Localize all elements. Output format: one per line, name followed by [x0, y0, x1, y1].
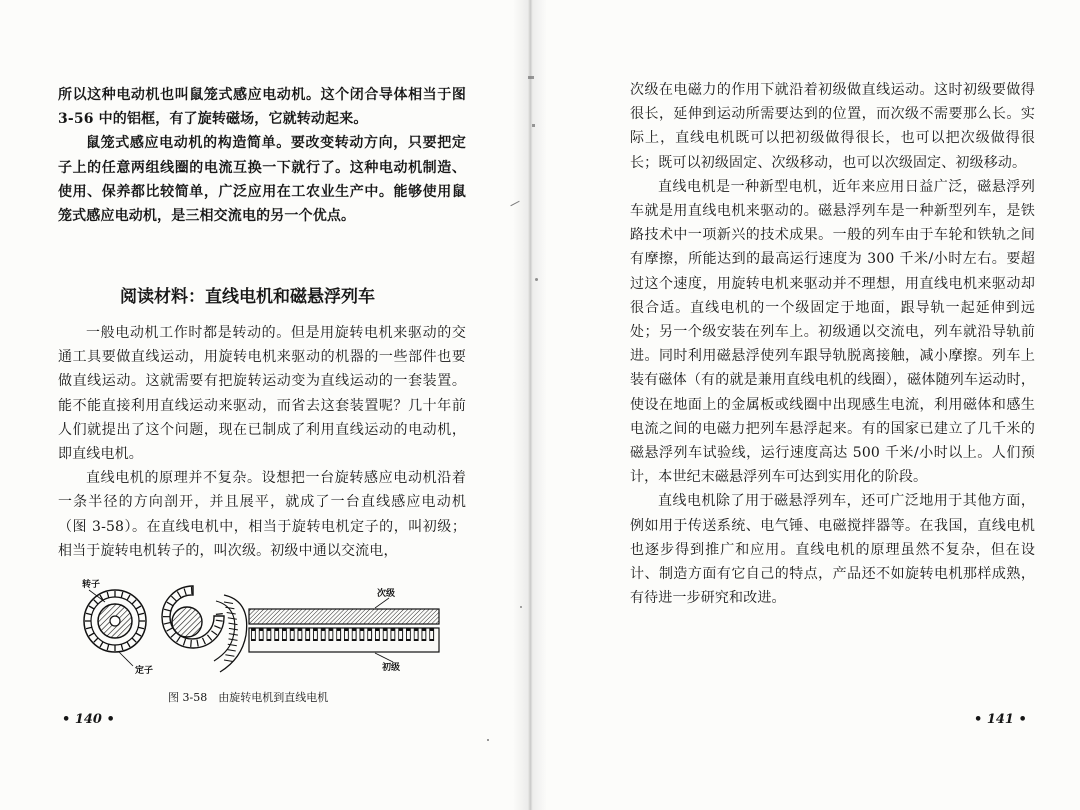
opened-stator-slot-line [207, 635, 211, 641]
curved-slot-line [224, 602, 233, 604]
linear-coil-gap [368, 631, 371, 639]
right-paragraph-1: 次级在电磁力的作用下就沿着初级做直线运动。这时初级要做得很长，延伸到运动所需要达到的位置，而次级不需要那么长。实际上，直线电机既可以把初级做得很长，也可以把次级做得很长；既可以初级固定、次级移动，也可以次级固定、初级移动。 [630, 82, 1035, 171]
left-intro-paragraph-1: 所以这种电动机也叫鼠笼式感应电动机。这个闭合导体相当于图 3-56 中的铝框，有了旋转磁场，它就转动起来。 [58, 87, 466, 128]
reading-paragraph-2: 直线电机的原理并不复杂。设想把一台旋转感应电动机沿着一条半径的方向剖开，并且展平，就成了一台直线感应电动机（图 3-58）。在直线电机中，相当于旋转电机定子的，叫初级；相当于旋转电机转子的，叫次级。初级中通以交流电， [58, 470, 466, 559]
stator-slot-line [86, 613, 92, 615]
right-page [540, 0, 1080, 810]
curved-slot-line [225, 655, 234, 657]
linear-coil-gap [322, 631, 325, 639]
stator-slot-line [132, 600, 136, 604]
stator-slot-line [136, 606, 141, 609]
linear-coil-gap [407, 631, 410, 639]
stator-slot-line [132, 638, 136, 642]
curved-secondary-outline [214, 601, 235, 661]
right-paragraph-2: 直线电机是一种新型电机，近年来应用日益广泛，磁悬浮列车就是用直线电机来驱动的。磁悬浮列车是一种新型列车，是铁路技术中一项新兴的技术成果。一般的列车由于车轮和铁轨之间有摩擦，所能达到的最高运行速度为 300 千米/小时左右。要超过这个速度，用旋转电机来驱动并不理想，用直线电机来驱动却很合适。直线电机的一个级固定于地面，跟导轨一起延伸到远处；另一个级安装在列车上。初级通以交流电，列车就沿导轨前进。同时利用磁悬浮使列车跟导轨脱离接触，减小摩擦。列车上装有磁体（有的就是兼用直线电机的线圈），磁体随列车运动时，使设在地面上的金属板或线圈中出现感生电流，利用磁体和感生电流之间的电磁力把列车悬浮起来。有的国家已建立了几千米的磁悬浮列车试验线，运行速度高达 500 千米/小时以上。人们预计，本世纪末磁悬浮列车可达到实用化的阶段。 [630, 178, 1035, 486]
linear-coil-gap [314, 631, 317, 639]
opened-stator-slot-line [216, 620, 223, 621]
linear-coil-gap [422, 631, 425, 639]
stator-slot-line [121, 644, 123, 650]
linear-coil-gap [298, 631, 301, 639]
rotary-to-linear-motor-diagram [74, 578, 449, 680]
opened-stator-slot-line [184, 588, 186, 595]
curved-slot-line [224, 660, 233, 662]
rotary-motor-drawing [84, 590, 146, 652]
reading-material-title: 阅读材料：直线电机和磁悬浮列车 [120, 287, 375, 306]
linear-coil-gap [291, 631, 294, 639]
linear-coil-gap [329, 631, 332, 639]
curved-slot-line [225, 607, 234, 609]
left-page-intro-text [58, 83, 466, 229]
opened-stator-slot-line [167, 602, 173, 606]
stator-slot-line [127, 642, 130, 647]
right-paragraph-3: 直线电机除了用于磁悬浮列车，还可广泛地用于其他方面，例如用于传送系统、电气锤、电磁搅拌器等。在我国，直线电机也逐步得到推广和应用。直线电机的原理虽然不复杂，但在设计、制造方面有它自己的特点，产品还不如旋转电机那样成熟，有待进一步研究和改进。 [630, 493, 1035, 607]
opened-stator-slot-line [177, 636, 181, 642]
left-intro-paragraph-2: 鼠笼式感应电动机的构造简单。要改变转动方向，只要把定子上的任意两组线圈的电流互换一下就行了。这种电动机制造、使用、保养都比较简单，广泛应用在工农业生产中。能够使用鼠笼式感应电动机，是三相交流电的另一个优点。 [58, 135, 466, 225]
figure-3-58 [74, 578, 449, 680]
linear-coil-gap [415, 631, 418, 639]
curved-slot-line [227, 650, 236, 652]
opened-motor-drawing [162, 586, 224, 648]
opened-stator-slot-line [171, 596, 176, 601]
stator-slot-line [138, 627, 144, 629]
opened-stator-slot-line [164, 609, 171, 611]
stator-slot-line [89, 633, 94, 636]
primary-label: 初级 [382, 663, 401, 673]
curved-slot-line [228, 618, 237, 620]
linear-coil-gap [345, 631, 348, 639]
opened-stator-slot-line [214, 626, 220, 629]
opened-rotor-core [172, 607, 202, 637]
stator-leader-line [119, 652, 133, 666]
opened-stator-slot-line [191, 640, 192, 647]
stator-slot-line [127, 595, 130, 600]
scan-mark [510, 201, 519, 207]
scan-mark [528, 76, 534, 79]
opened-stator-slot-line [164, 622, 171, 624]
stator-slot-line [138, 613, 144, 615]
curved-slot-line [229, 628, 238, 630]
reading-paragraph-1: 一般电动机工作时都是转动的。但是用旋转电机来驱动的交通工具要做直线运动，用旋转电机来驱动的机器的一些部件也要做直线运动。这就需要有把旋转运动变为直线运动的一套装置。能不能直接利用直线运动来驱动，而省去这套装置呢？几十年前人们就提出了这个问题，现在已制成了利用直线运动的电动机，即直线电机。 [58, 325, 466, 463]
linear-coil-gap [391, 631, 394, 639]
curved-slot-line [227, 613, 236, 615]
stator-slot-line [107, 592, 109, 598]
rotor-shaft [110, 616, 120, 626]
stator-slot-line [136, 633, 141, 636]
rotor-label: 转子 [82, 580, 101, 590]
right-page-number: • 141 • [974, 712, 1027, 727]
scan-dot [535, 278, 538, 281]
opened-stator-slot-line [197, 640, 198, 647]
linear-coil-gap [399, 631, 402, 639]
scan-mark [532, 124, 535, 127]
opened-stator-slot-line [216, 614, 223, 615]
stator-slot-line [107, 644, 109, 650]
stator-label: 定子 [135, 666, 154, 676]
right-page-text [630, 78, 1035, 685]
scan-dot [487, 739, 489, 741]
linear-coil-gap [353, 631, 356, 639]
linear-coil-gap [360, 631, 363, 639]
secondary-label: 次级 [377, 589, 396, 599]
curved-slot-line [229, 623, 238, 625]
linear-coil-gap [267, 631, 270, 639]
opened-stator-slot-line [177, 592, 181, 598]
stator-slot-line [94, 638, 98, 642]
linear-secondary-plate [249, 609, 439, 624]
opened-stator-slot-line [211, 631, 217, 635]
opened-stator-slot-line [171, 633, 176, 638]
stator-slot-line [86, 627, 92, 629]
stator-slot-line [121, 592, 123, 598]
linear-coil-gap [260, 631, 263, 639]
linear-coil-gap [252, 631, 255, 639]
linear-coil-gap [337, 631, 340, 639]
reading-material-text [58, 321, 466, 573]
stator-slot-line [89, 606, 94, 609]
opened-stator-slot-line [203, 638, 206, 644]
opened-stator-slot-line [167, 628, 173, 631]
primary-leader-line [375, 653, 393, 662]
linear-coil-gap [283, 631, 286, 639]
linear-coil-gap [306, 631, 309, 639]
secondary-leader-line [375, 598, 389, 608]
scan-dot [520, 606, 522, 608]
linear-coil-gap [275, 631, 278, 639]
stator-slot-line [100, 642, 103, 647]
linear-coil-gap [430, 631, 433, 639]
opened-stator-slot-line [183, 639, 185, 646]
figure-caption: 图 3-58 由旋转电机到直线电机 [168, 691, 329, 704]
linear-coil-gap [376, 631, 379, 639]
stator-slot-line [94, 600, 98, 604]
linear-motor-drawing [249, 609, 439, 652]
linear-coil-gap [384, 631, 387, 639]
left-page-number: • 140 • [62, 712, 115, 727]
